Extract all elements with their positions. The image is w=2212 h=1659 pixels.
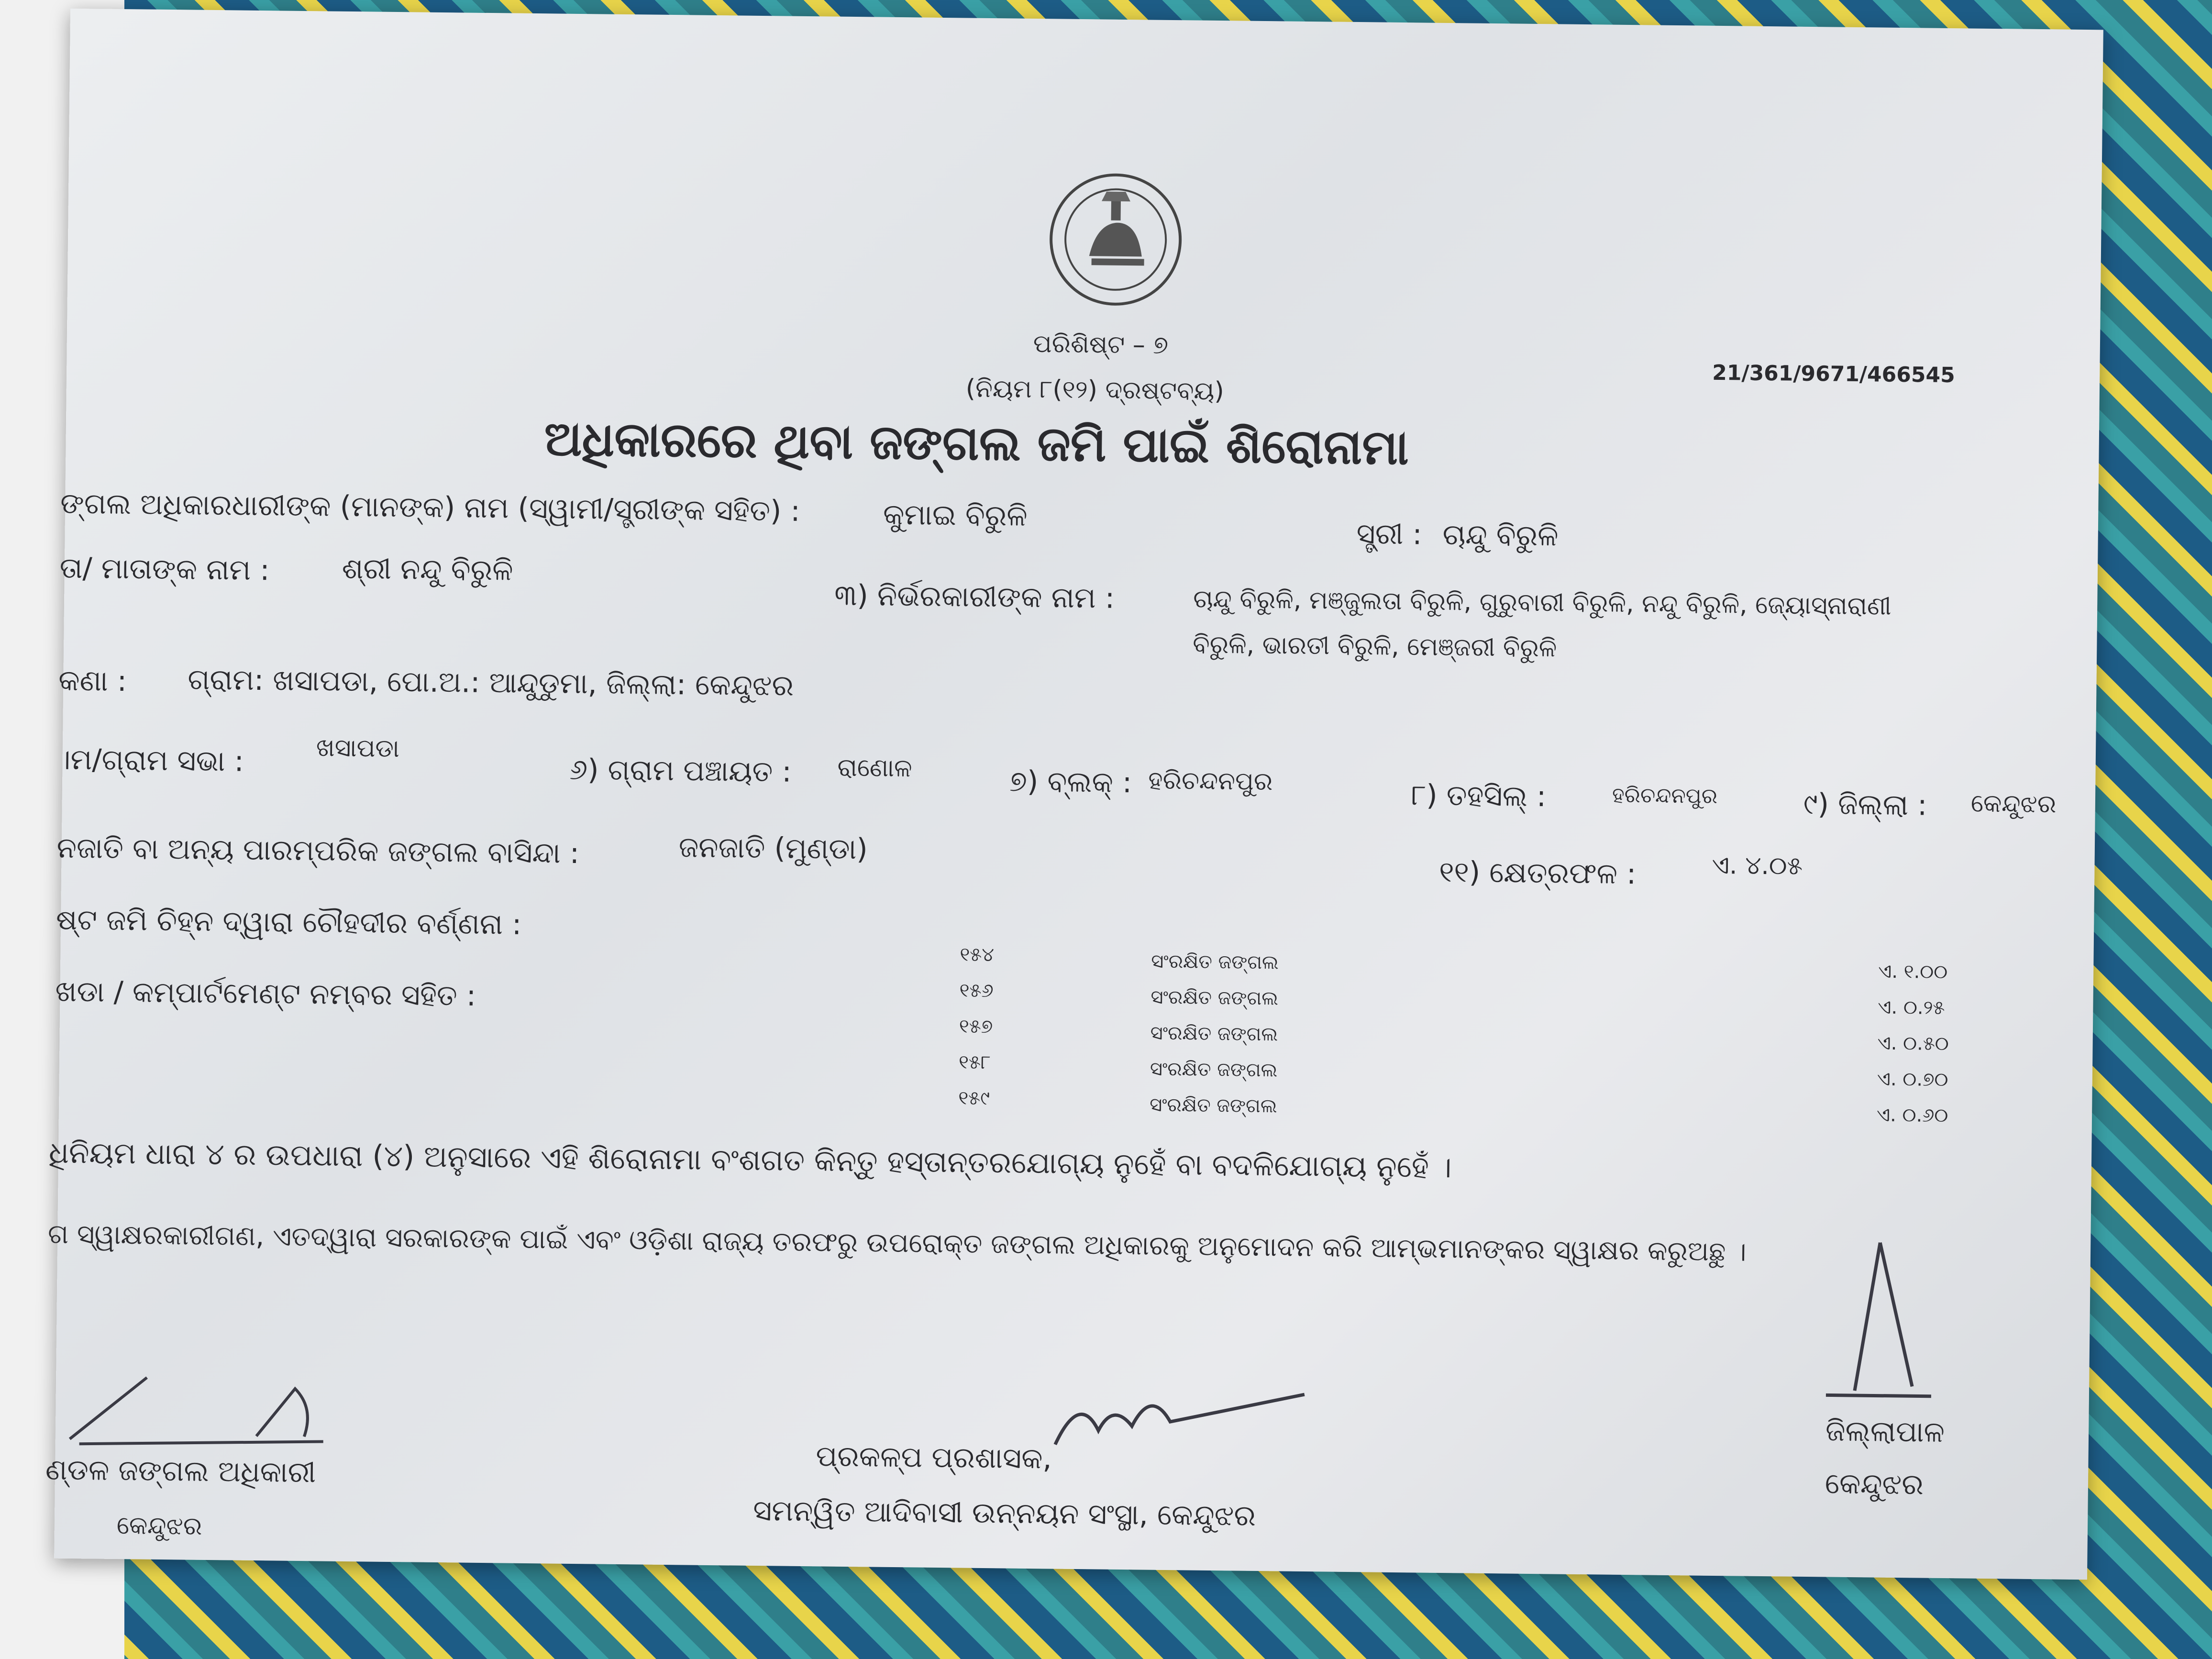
signatory-collector-title: ଜିଲ୍ଲାପାଳ	[1825, 1414, 1945, 1449]
parent-label: ତା/ ମାତାଙ୍କ ନାମ :	[59, 551, 270, 587]
plot-type: ସଂରକ୍ଷିତ ଜଙ୍ଗଲ	[1150, 986, 1279, 1010]
area-value: ଏ. ୪.୦୫	[1712, 851, 1803, 881]
address-label: କଣା :	[58, 664, 127, 698]
project-administrator-signature	[1036, 1372, 1324, 1471]
signatory-project-admin-title: ପ୍ରକଳ୍ପ ପ୍ରଶାସକ,	[816, 1439, 1052, 1476]
plot-number: ୧୫୬	[959, 979, 994, 1002]
plot-area: ଏ. ୦.୭୦	[1877, 1068, 1948, 1091]
signatory-collector-place: କେନ୍ଦୁଝର	[1825, 1467, 1924, 1502]
tahasil-label: ୮) ତହସିଲ୍ :	[1411, 778, 1547, 814]
village-value: ଖସାପଡା	[316, 733, 400, 763]
plot-label: ଖଡା / କମ୍ପାର୍ଟମେଣ୍ଟ ନମ୍ବର ସହିତ :	[55, 974, 476, 1013]
tribe-label: ନଜାତି ବା ଅନ୍ୟ ପାରମ୍ପରିକ ଜଙ୍ଗଲ ବାସିନ୍ଦା :	[56, 831, 580, 871]
area-label: ୧୧) କ୍ଷେତ୍ରଫଳ :	[1438, 855, 1637, 891]
parent-value: ଶ୍ରୀ ନନ୍ଦୁ ବିରୁଳି	[342, 552, 513, 587]
district-label: ୯) ଜିଲ୍ଲା :	[1803, 787, 1927, 822]
tribe-value: ଜନଜାତି (ମୁଣ୍ଡା)	[678, 830, 868, 866]
village-label: ।ମ/ଗ୍ରାମ ସଭା :	[57, 742, 244, 778]
plot-number: ୧୫୯	[958, 1087, 990, 1110]
rule-reference: (ନିୟମ ୮(୧୨) ଦ୍ରଷ୍ଟବ୍ୟ)	[965, 374, 1225, 406]
holder-label: ଙ୍ଗଲ ଅଧିକାରଧାରୀଙ୍କ (ମାନଙ୍କ) ନାମ (ସ୍ୱାମୀ/ସ୍ତ୍ରୀଙ୍କ ସହିତ) :	[60, 487, 801, 528]
plot-type: ସଂରକ୍ଷିତ ଜଙ୍ଗଲ	[1150, 1022, 1278, 1046]
odisha-emblem-seal	[1043, 167, 1188, 312]
boundary-label: ଷ୍ଟ ଜମି ଚିହ୍ନ ଦ୍ୱାରା ଚୌହଦୀର ବର୍ଣ୍ଣନା :	[55, 903, 522, 941]
statement-non-transferable: ଧିନିୟମ ଧାରା ୪ ର ଉପଧାରା (୪) ଅନୁସାରେ ଏହି ଶିରୋନାମା ବଂଶଗତ କିନ୍ତୁ ହସ୍ତାନ୍ତରଯୋଗ୍ୟ ନୁହେଁ ବା ବଦଳିଯୋଗ୍ୟ ନୁହେଁ ।	[48, 1135, 1452, 1185]
plot-number: ୧୫୮	[958, 1051, 991, 1074]
forest-officer-signature	[55, 1362, 391, 1461]
panchayat-value: ରାଣୋଳ	[837, 753, 912, 783]
plot-area: ଏ. ୧.୦୦	[1878, 960, 1948, 984]
address-value: ଗ୍ରାମ: ଖସାପଡା, ପୋ.ଅ.: ଆନ୍ଦୁଡୁମା, ଜିଲ୍ଲା: କେନ୍ଦୁଝର	[188, 663, 794, 703]
block-label: ୭) ବ୍ଲକ୍ :	[1009, 764, 1132, 800]
signatory-project-admin-org: ସମନ୍ୱିତ ଆଦିବାସୀ ଉନ୍ନୟନ ସଂସ୍ଥା, କେନ୍ଦୁଝର	[752, 1493, 1256, 1533]
serial-number: 21/361/9671/466545	[1712, 360, 1955, 388]
title-certificate-sheet	[45, 9, 2103, 1580]
plot-type: ସଂରକ୍ଷିତ ଜଙ୍ଗଲ	[1149, 1094, 1277, 1117]
document-title: ଅଧିକାରରେ ଥିବା ଜଙ୍ଗଲ ଜମି ପାଇଁ ଶିରୋନାମା	[544, 410, 1409, 476]
signatory-forest-officer-place: କେନ୍ଦୁଝର	[116, 1511, 202, 1541]
appendix-heading: ପରିଶିଷ୍ଟ – ୭	[1033, 329, 1169, 360]
holder-value: କୁମାଇ ବିରୁଳି	[883, 498, 1028, 533]
panchayat-label: ୬) ଗ୍ରାମ ପଞ୍ଚାୟତ :	[569, 752, 792, 789]
collector-signature	[1806, 1232, 1952, 1425]
block-value: ହରିଚନ୍ଦନପୁର	[1148, 766, 1273, 796]
district-value: କେନ୍ଦୁଝର	[1970, 789, 2057, 819]
spouse-label: ସ୍ତ୍ରୀ :	[1356, 517, 1423, 552]
spouse-value: ଚାନ୍ଦୁ ବିରୁଳି	[1442, 518, 1559, 553]
plot-area: ଏ. ୦.୫୦	[1877, 1032, 1949, 1055]
tahasil-value: ହରିଚନ୍ଦନପୁର	[1612, 783, 1718, 808]
plot-number: ୧୫୭	[959, 1015, 993, 1038]
statement-approval: ଗ ସ୍ୱାକ୍ଷରକାରୀଗଣ, ଏତଦ୍ୱାରା ସରକାରଙ୍କ ପାଇଁ ଏବଂ ଓଡ଼ିଶା ରାଜ୍ୟ ତରଫରୁ ଉପରୋକ୍ତ ଜଙ୍ଗଲ ଅଧିକାରକୁ ଅନୁମୋଦନ କରି ଆମ୍ଭମାନଙ୍କର ସ୍ୱାକ୍ଷର କରୁଅଛୁ ।	[47, 1218, 1747, 1268]
dependents-label: ୩) ନିର୍ଭରକାରୀଙ୍କ ନାମ :	[834, 578, 1115, 615]
plot-type: ସଂରକ୍ଷିତ ଜଙ୍ଗଲ	[1150, 1058, 1278, 1082]
plot-area: ଏ. ୦.୨୫	[1878, 996, 1945, 1019]
plot-type: ସଂରକ୍ଷିତ ଜଙ୍ଗଲ	[1151, 950, 1279, 974]
plot-area: ଏ. ୦.୬୦	[1876, 1104, 1948, 1127]
dependents-value-line2: ବିରୁଳି, ଭାରତୀ ବିରୁଳି, ମେଞ୍ଜରୀ ବିରୁଳି	[1192, 630, 1557, 663]
plot-number: ୧୫୪	[960, 943, 995, 966]
signatory-forest-officer-title: ଣ୍ଡଳ ଜଙ୍ଗଲ ଅଧିକାରୀ	[45, 1453, 316, 1490]
dependents-value-line1: ଚାନ୍ଦୁ ବିରୁଳି, ମଞ୍ଜୁଲତା ବିରୁଳି, ଗୁରୁବାରୀ ବିରୁଳି, ନନ୍ଦୁ ବିରୁଳି, ଜ୍ୟୋସ୍ନାରାଣୀ	[1193, 585, 1891, 621]
